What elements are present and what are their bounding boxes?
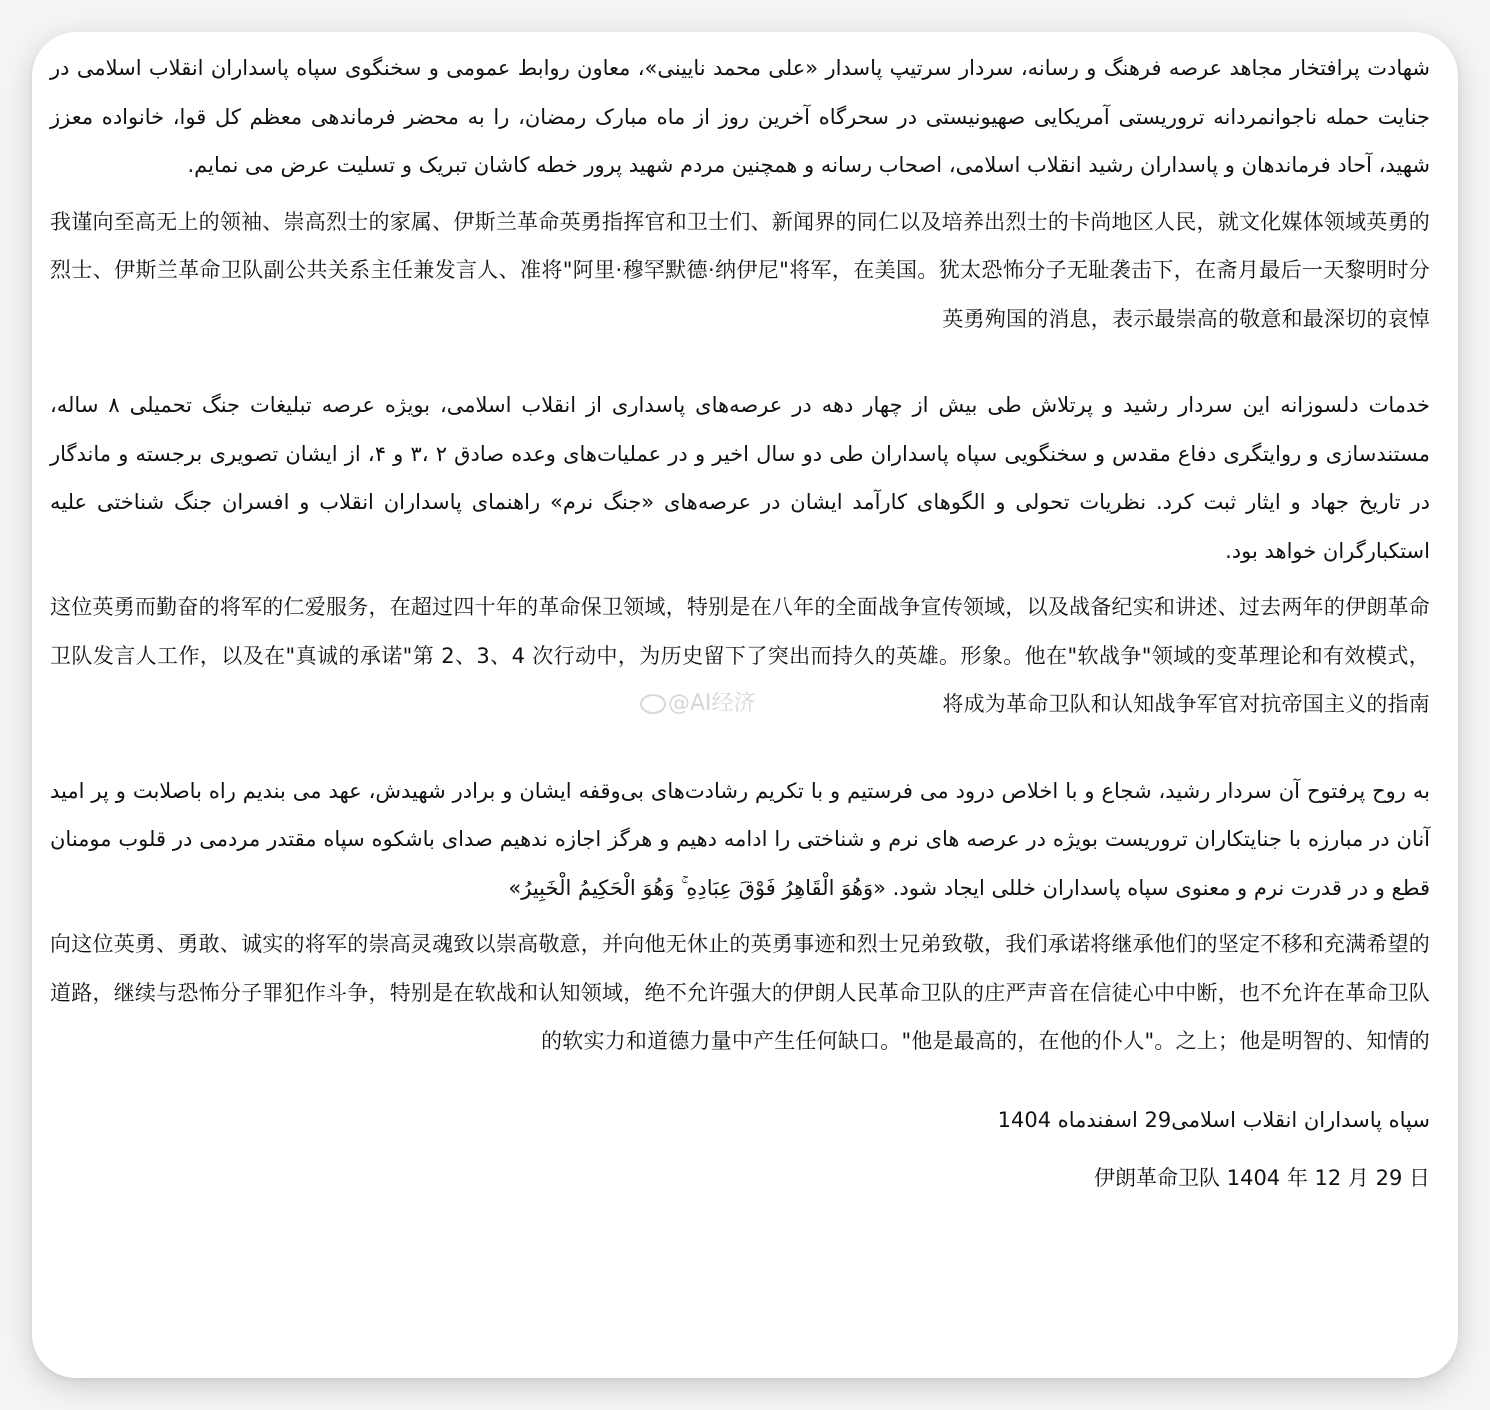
paragraph-chinese-3: 向这位英勇、勇敢、诚实的将军的崇高灵魂致以崇高敬意，并向他无休止的英勇事迹和烈士兄弟致敬，我们承诺将继承他们的坚定不移和充满希望的道路，继续与恐怖分子罪犯作斗争，特别是在软战和认知领域，绝不允许强大的伊朗人民革命卫队的庄严声音在信徒心中中断，也不允许在革命卫队的软实力和道德力量中产生任何缺口。"他是最高的，在他的仆人"。之上；他是明智的、知情的 (50, 932, 1430, 1053)
document-body (50, 44, 1430, 1203)
paragraph-persian-3: به روح پرفتوح آن سردار رشید، شجاع و با اخلاص درود می فرستیم و با تکریم رشادت‌های بی‌وقفه ایشان و برادر شهیدش، عهد می بندیم راه باصلابت و پر امید آنان در مبارزه با جنایتکاران تروریست بویژه در عرصه های نرم و شناختی را ادامه دهیم و هرگز اجازه ندهیم صدای باشکوه سپاه مقتدر مردمی در قلوب مومنان قطع و در قدرت نرم و معنوی سپاه پاسداران خللی ایجاد شود. «وَهُوَ الْقَاهِرُ فَوْقَ عِبَادِهِ ۚ وَهُوَ الْحَكِيمُ الْخَبِيرُ» (50, 778, 1430, 900)
paragraph-chinese-2: 这位英勇而勤奋的将军的仁爱服务，在超过四十年的革命保卫领域，特别是在八年的全面战争宣传领域，以及战备纪实和讲述、过去两年的伊朗革命卫队发言人工作，以及在"真诚的承诺"第 2、3、4 次行动中，为历史留下了突出而持久的英雄。形象。他在"软战争"领域的变革理论和有效模式，将成为革命卫队和认知战争军官对抗帝国主义的指南 (50, 595, 1430, 716)
paragraph-persian-2: خدمات دلسوزانه این سردار رشید و پرتلاش طی بیش از چهار دهه در عرصه‌های پاسداری از انقلاب اسلامی، بویژه عرصه تبلیغات جنگ تحمیلی ۸ ساله، مستندسازی و روایتگری دفاع مقدس و سخنگویی سپاه پاسداران طی دو سال اخیر و در عملیات‌های وعده صادق ۲ ،۳ و ۴، از ایشان تصویری برجسته و ماندگار در تاریخ جهاد و ایثار ثبت کرد. نظریات تحولی و الگوهای کارآمد ایشان در عرصه‌های «جنگ نرم» راهنمای پاسداران انقلاب و افسران جنگ شناختی علیه استکبارگران خواهد بود. (50, 393, 1430, 563)
paragraph-persian-1: شهادت پرافتخار مجاهد عرصه فرهنگ و رسانه، سردار سرتیپ پاسدار «علی محمد نایینی»، معاون روابط عمومی و سخنگوی سپاه پاسداران انقلاب اسلامی در جنایت حمله ناجوانمردانه تروریستی آمریکایی صهیونیستی در سحرگاه آخرین روز از ماه مبارک رمضان، را به محضر فرماندهی معظم کل قوا، خانواده معزز شهید، آحاد فرماندهان و پاسداران رشید انقلاب اسلامی، اصحاب رسانه و همچنین مردم شهید پرور خطه کاشان تبریک و تسلیت عرض می نمایم. (50, 56, 1430, 177)
signature-chinese: 伊朗革命卫队 1404 年 12 月 29 日 (1094, 1166, 1430, 1190)
signature-block (50, 1096, 1430, 1203)
signature-persian: سپاه پاسداران انقلاب اسلامی29 اسفندماه 1404 (997, 1107, 1430, 1132)
watermark-text: @AI经济 (668, 691, 756, 716)
document-card (32, 32, 1458, 1378)
paragraph-chinese-1: 我谨向至高无上的领袖、崇高烈士的家属、伊斯兰革命英勇指挥官和卫士们、新闻界的同仁以及培养出烈士的卡尚地区人民，就文化媒体领域英勇的烈士、伊斯兰革命卫队副公共关系主任兼发言人、准将"阿里·穆罕默德·纳伊尼"将军，在美国。犹太恐怖分子无耻袭击下，在斋月最后一天黎明时分英勇殉国的消息，表示最崇高的敬意和最深切的哀悼 (50, 209, 1430, 331)
